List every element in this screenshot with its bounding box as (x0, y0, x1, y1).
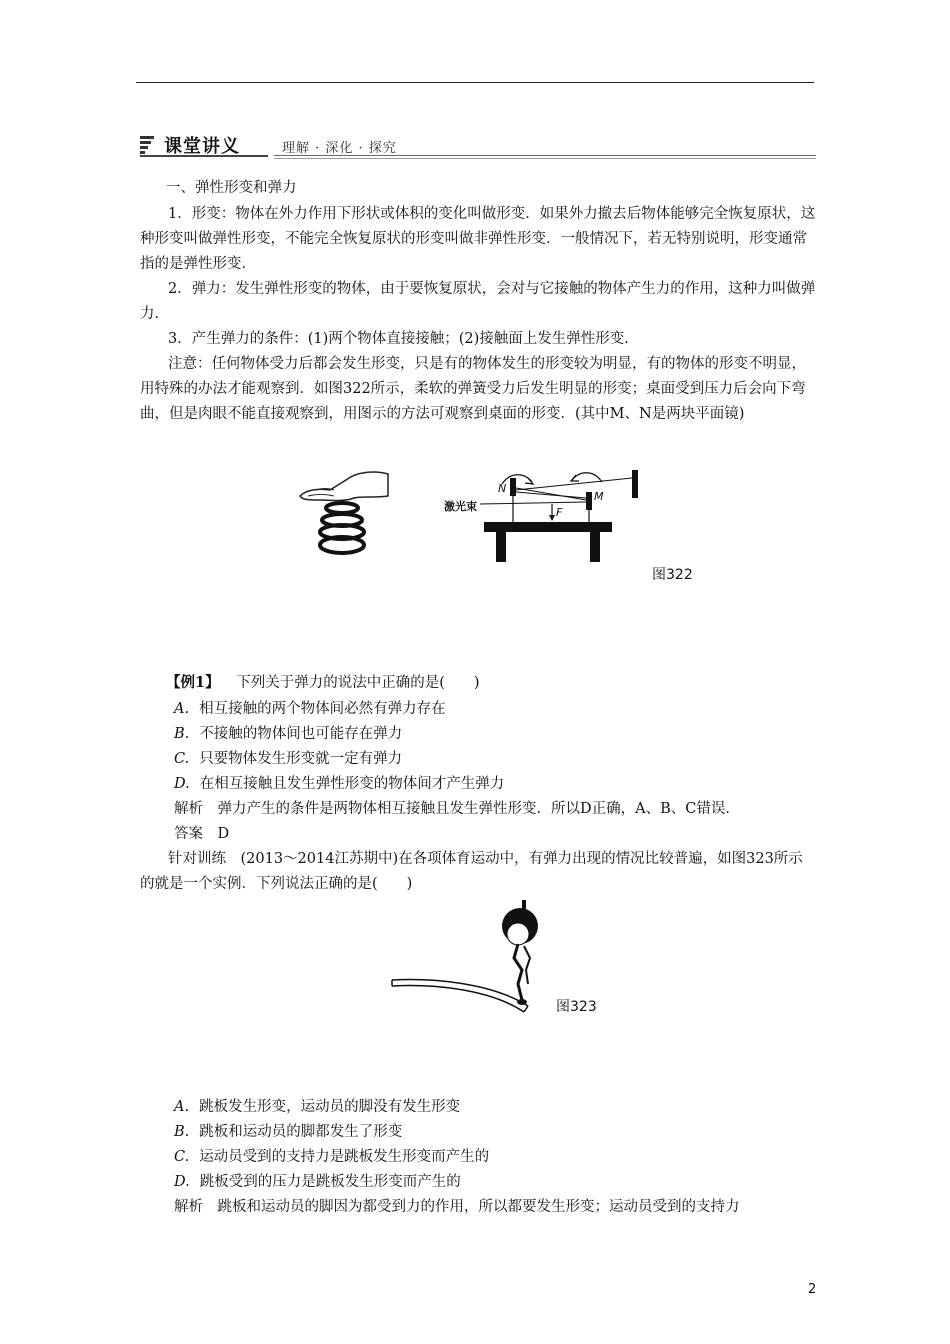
page-number: 2 (808, 1282, 817, 1297)
figure-322-caption: 图322 (652, 567, 693, 583)
section-heading: 一、弹性形变和弹力 (166, 180, 297, 196)
training-analysis: 解析 跳板和运动员的脚因为都受到力的作用，所以都要发生形变；运动员受到的支持力 (174, 1199, 740, 1215)
mirror-n-label: N (498, 482, 507, 495)
header-rule-thin (274, 155, 816, 156)
section-header (140, 130, 816, 160)
header-rule (140, 155, 268, 157)
training-option-c: C. 运动员受到的支持力是跳板发生形变而产生的 (174, 1149, 490, 1165)
training-option-b: B. 跳板和运动员的脚都发生了形变 (174, 1124, 403, 1140)
top-rule (136, 82, 814, 83)
header-subtitle: 理解 · 深化 · 探究 (282, 141, 397, 156)
table-mirror-figure (440, 464, 640, 564)
training-question: 针对训练 (2013～2014江苏期中)在各项体育运动中，有弹力出现的情况比较普遍，如图323所示的就是一个实例．下列说法正确的是( ) (140, 851, 803, 892)
example-1-answer: 答案 D (174, 826, 230, 842)
diver-springboard-figure (390, 900, 540, 1012)
example-1-analysis: 解析 弹力产生的条件是两物体相互接触且发生弹性形变．所以D正确，A、B、C错误． (174, 801, 740, 817)
paragraph-conditions: 3．产生弹力的条件：(1)两个物体直接接触；(2)接触面上发生弹性形变． (168, 331, 639, 347)
paragraph-deformation: 1．形变：物体在外力作用下形状或体积的变化叫做形变．如果外力撤去后物体能够完全恢复原状，这种形变叫做弹性形变，不能完全恢复原状的形变叫做非弹性形变．一般情况下，若无特别说明，形变通常指的是弹性形变． (140, 206, 816, 272)
spring-hand-figure (296, 466, 392, 562)
header-title: 课堂讲义 (164, 136, 240, 157)
example-1-option-a: A. 相互接触的两个物体间必然有弹力存在 (174, 701, 446, 717)
example-1-option-b: B. 不接触的物体间也可能存在弹力 (174, 726, 403, 742)
laser-label: 激光束 (444, 500, 477, 513)
header-rule-thin-2 (274, 158, 816, 159)
example-1-text: 下列关于弹力的说法中正确的是( ) (236, 675, 480, 691)
mirror-m-label: M (594, 490, 604, 503)
training-option-a: A. 跳板发生形变，运动员的脚没有发生形变 (174, 1099, 461, 1115)
paragraph-elastic-force: 2．弹力：发生弹性形变的物体，由于要恢复原状，会对与它接触的物体产生力的作用，这种力叫做弹力． (140, 281, 816, 322)
header-bars-icon (140, 136, 154, 154)
force-f-label: F (556, 506, 563, 519)
example-1-option-c: C. 只要物体发生形变就一定有弹力 (174, 751, 403, 767)
example-1-option-d: D. 在相互接触且发生弹性形变的物体间才产生弹力 (174, 776, 505, 792)
paragraph-note: 注意：任何物体受力后都会发生形变，只是有的物体发生的形变较为明显，有的物体的形变不明显，用特殊的办法才能观察到．如图322所示，柔软的弹簧受力后发生明显的形变；桌面受到压力后会向下弯曲，但是肉眼不能直接观察到，用图示的方法可观察到桌面的形变．(其中M、N是两块平面镜) (140, 356, 806, 422)
example-1-label: 【例1】 (166, 674, 220, 691)
figure-323-caption: 图323 (556, 999, 597, 1015)
example-1-question (166, 670, 816, 696)
training-option-d: D. 跳板受到的压力是跳板发生形变而产生的 (174, 1174, 461, 1190)
